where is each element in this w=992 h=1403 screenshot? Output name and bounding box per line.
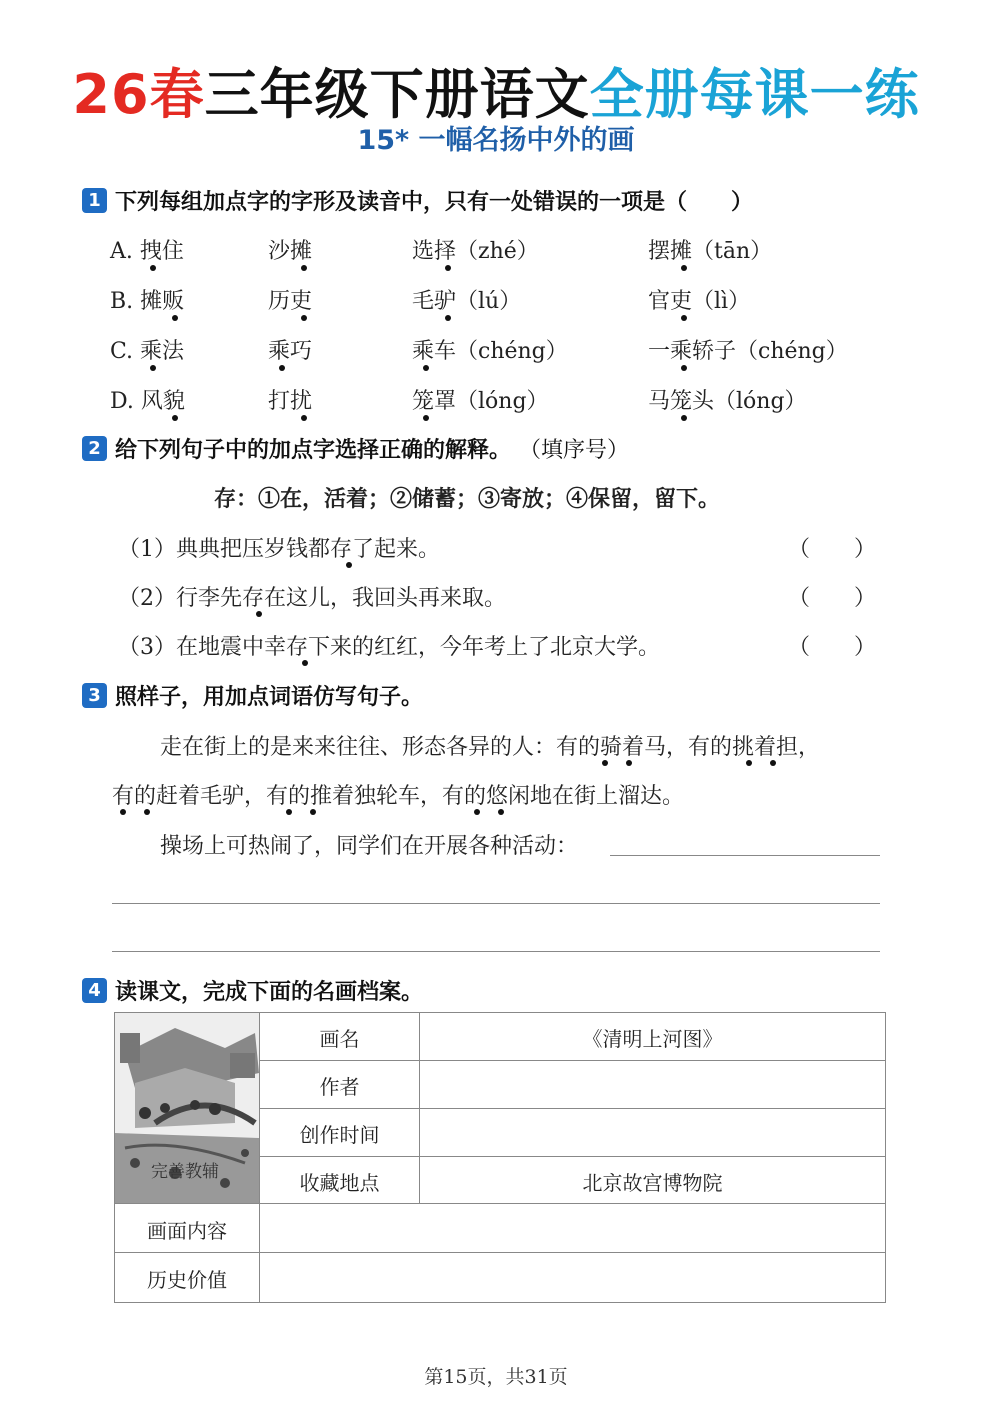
q1-option-a-1: A. 拽住 [110,239,184,264]
question-1-header [82,185,753,216]
answer-blank-2[interactable]: （ ） [788,586,877,611]
example-sentence-line-1: 走在街上的是来来往往、形态各异的人：有的骑着马，有的挑着担， [160,735,821,760]
q1-option-c-2: 乘巧 [268,339,313,364]
q1-option-d-3: 笼罩（lóng） [412,389,549,414]
q1-option-b-2: 历吏 [268,289,313,314]
question-number-badge: 1 [82,188,107,213]
row-label-content: 画面内容 [147,1219,227,1243]
row-label-title: 画名 [319,1027,360,1051]
row-value-location: 北京故宫博物院 [582,1171,723,1195]
q1-option-b-4: 官吏（lì） [648,289,751,314]
q2-item-1: （1）典典把压岁钱都存了起来。 [118,537,440,562]
q2-item-3: （3）在地震中幸存下来的红红，今年考上了北京大学。 [118,635,660,660]
question-2-hint: （填序号） [519,438,630,463]
question-number-badge: 2 [82,436,107,461]
title-part-1: 26春 [72,63,205,126]
question-number-badge: 3 [82,683,107,708]
row-label-time: 创作时间 [299,1123,380,1147]
title-part-2: 三年级下册语文 [204,63,590,126]
lesson-title: 15* 一幅名扬中外的画 [357,125,635,156]
watermark-text: 完善教辅 [151,1162,219,1182]
question-4-header [82,975,423,1006]
row-label-location: 收藏地点 [299,1171,380,1195]
question-4-text: 读课文，完成下面的名画档案。 [115,980,424,1005]
q1-option-a-3: 选择（zhé） [412,239,539,264]
q1-option-c-1: C. 乘法 [110,339,185,364]
definition-line: 存：①在，活着；②储蓄；③寄放；④保留，留下。 [214,486,721,512]
question-3-header [82,680,423,711]
q1-option-b-1: B. 摊贩 [110,289,185,314]
q2-item-2: （2）行李先存在这儿，我回头再来取。 [118,586,506,611]
row-label-author: 作者 [319,1075,360,1099]
example-sentence-line-2: 有的赶着毛驴，有的推着独轮车，有的悠闲地在街上溜达。 [112,784,685,809]
answer-blank-1[interactable]: （ ） [788,537,877,562]
row-value-title: 《清明上河图》 [582,1027,723,1051]
painting-illustration [115,1013,259,1203]
q1-option-c-4: 一乘轿子（chéng） [648,339,848,364]
page-number: 第15页，共31页 [424,1366,568,1388]
imitation-prompt: 操场上可热闹了，同学们在开展各种活动： [160,834,579,859]
q1-option-a-2: 沙摊 [268,239,313,264]
question-1-text: 下列每组加点字的字形及读音中，只有一处错误的一项是（ ） [115,190,754,215]
q1-option-d-1: D. 风貌 [110,389,185,414]
q1-option-b-3: 毛驴（lú） [412,289,522,314]
question-2-header [82,433,629,464]
answer-blank-3[interactable]: （ ） [788,635,877,660]
question-number-badge: 4 [82,978,107,1003]
q1-option-c-3: 乘车（chéng） [412,339,568,364]
q1-option-d-2: 打扰 [268,389,313,414]
question-3-text: 照样子，用加点词语仿写句子。 [115,685,424,710]
title-part-3: 全册每课一练 [589,63,920,126]
question-2-text: 给下列句子中的加点字选择正确的解释。 [115,438,512,463]
row-value-time[interactable] [420,1119,885,1147]
row-label-value: 历史价值 [147,1268,227,1292]
writing-line-3[interactable] [112,951,880,952]
painting-profile-table [114,1012,886,1303]
writing-line-1[interactable] [610,855,880,856]
writing-line-2[interactable] [112,903,880,904]
q1-option-a-4: 摆摊（tān） [648,239,773,264]
row-value-author[interactable] [420,1071,885,1099]
q1-option-d-4: 马笼头（lóng） [648,389,807,414]
